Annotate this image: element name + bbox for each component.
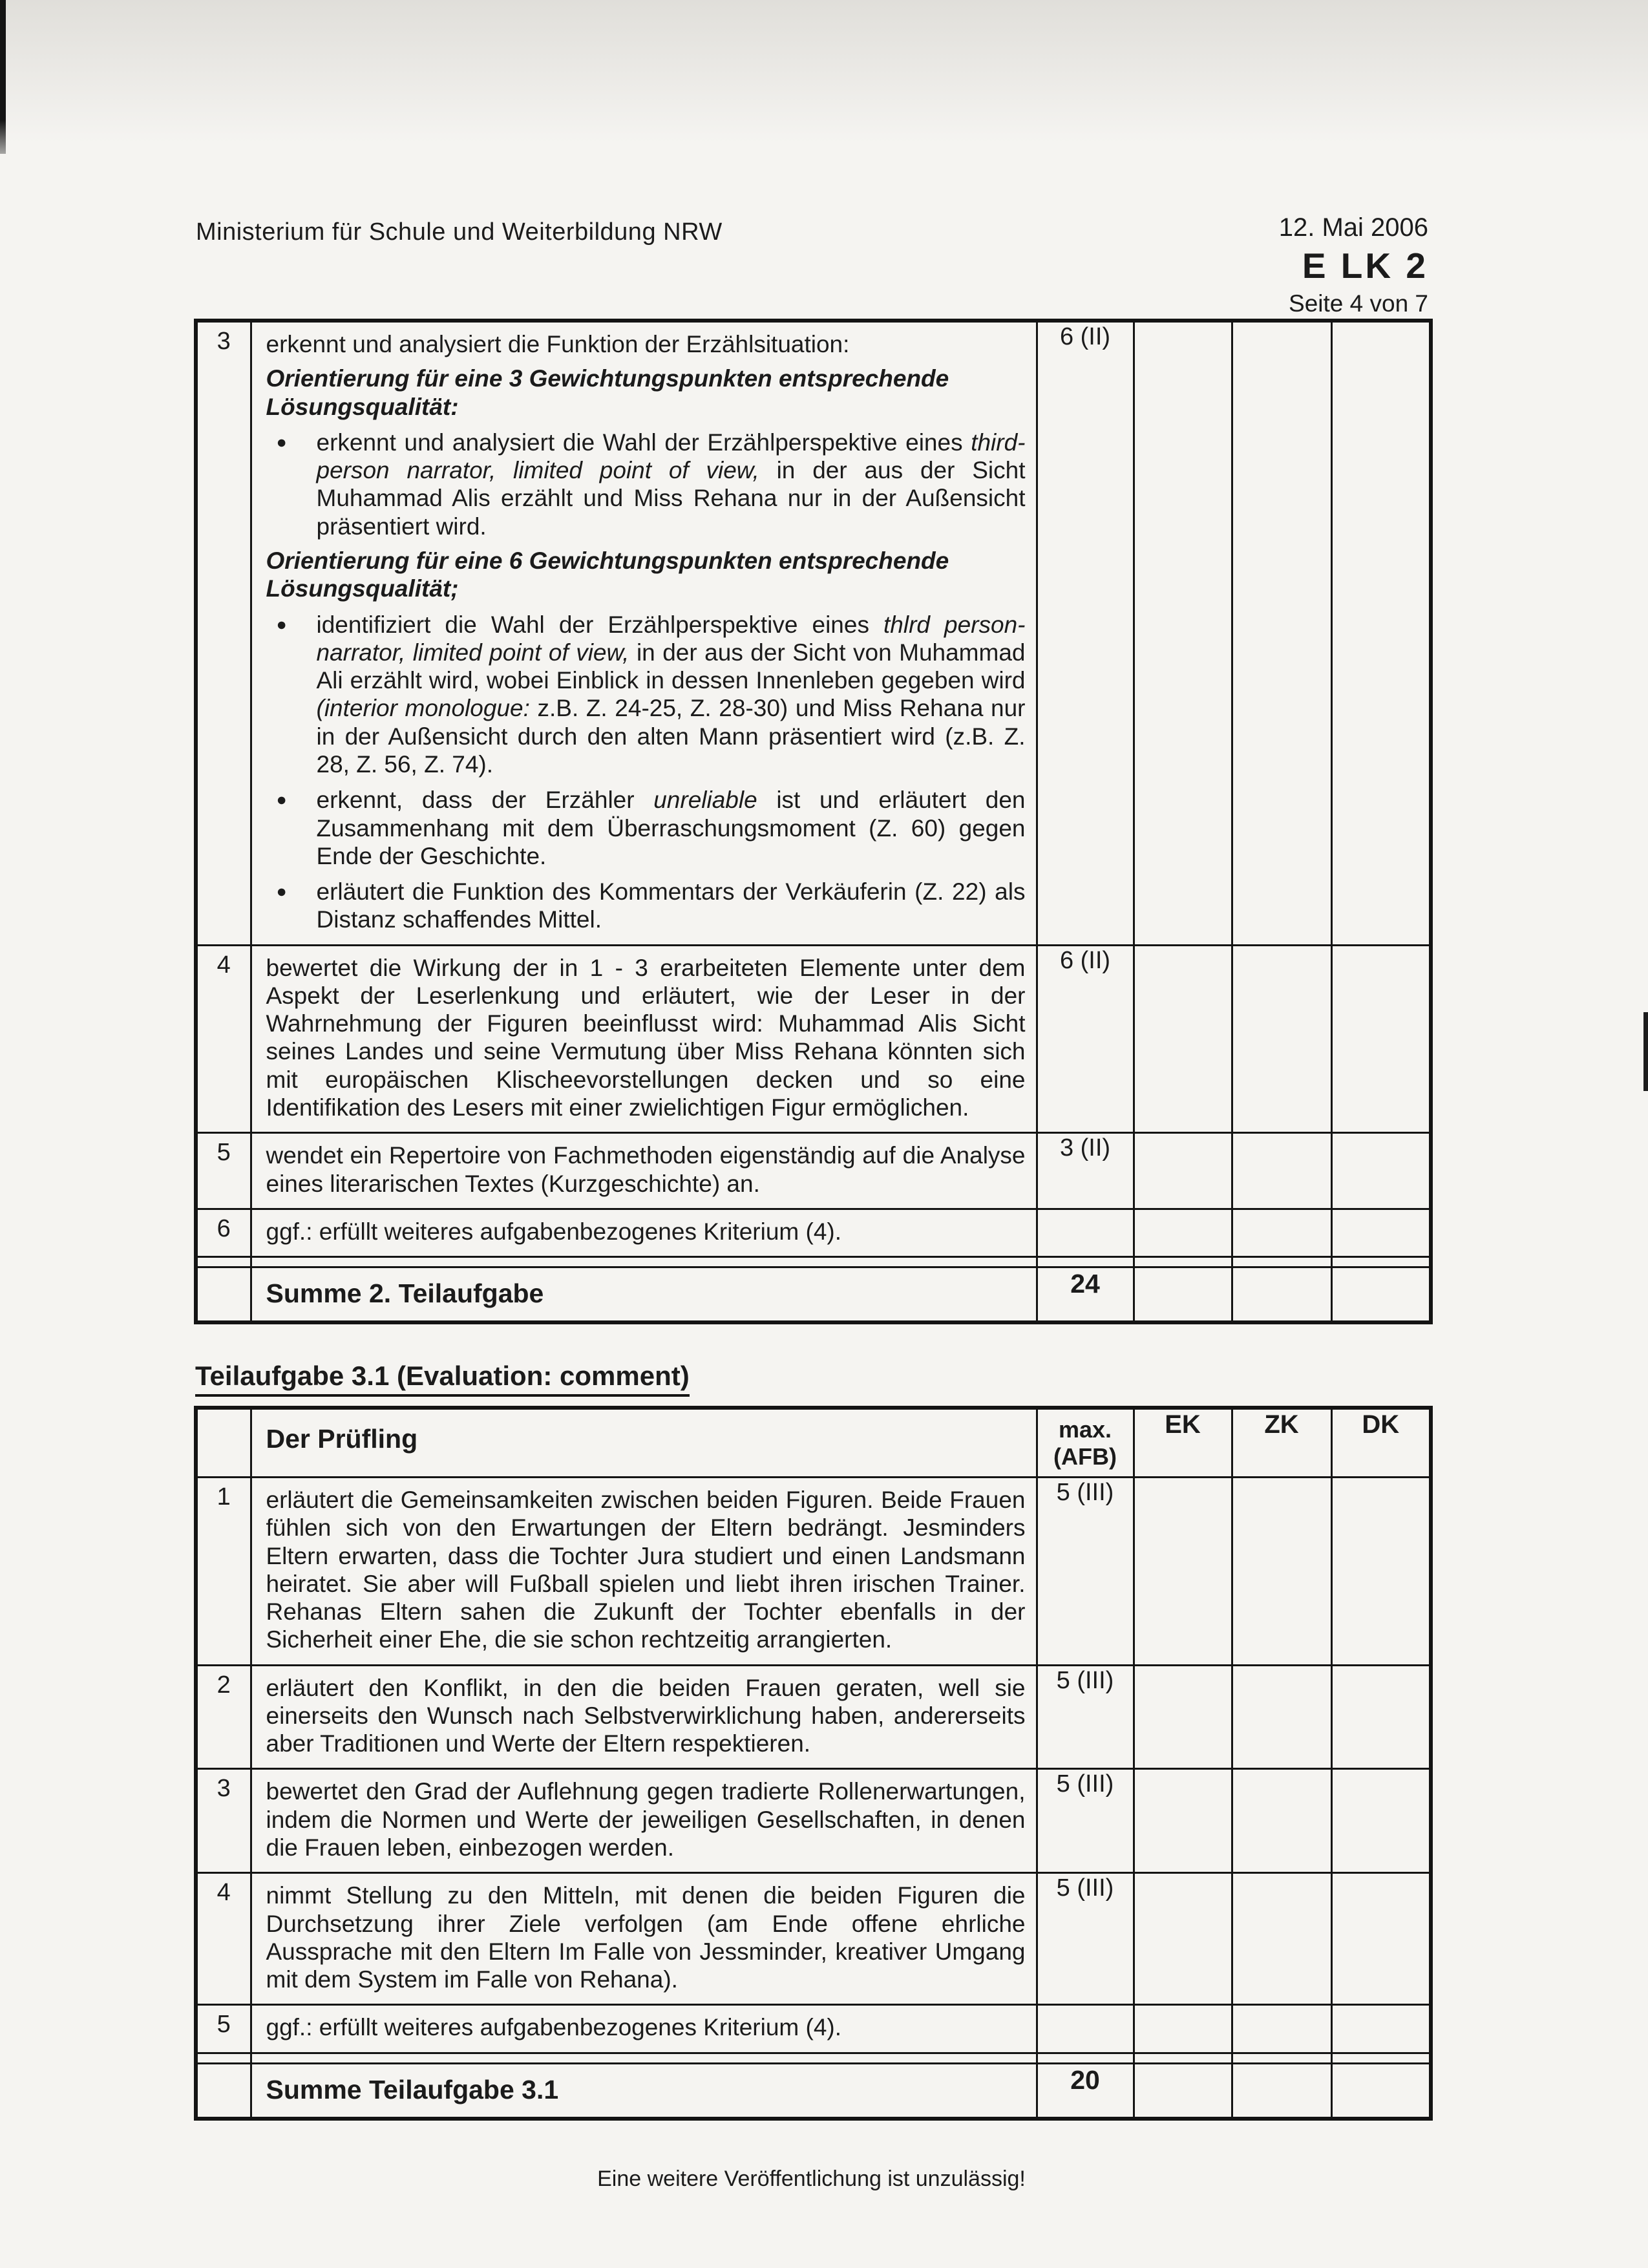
spacer-row: [196, 2053, 1431, 2063]
header-number-cell: [196, 1408, 251, 1477]
criterion-number: 2: [196, 1665, 251, 1769]
criterion-text: [251, 1769, 1037, 1873]
bullet-icon: ●: [276, 790, 287, 810]
dk-score-cell: [1331, 2005, 1431, 2053]
criterion-text: [251, 2005, 1037, 2053]
max-afb-value: 5 (III): [1037, 1873, 1134, 2005]
dk-score-cell: [1331, 1769, 1431, 1873]
zk-score-cell: [1232, 1267, 1331, 1323]
zk-score-cell: [1232, 2005, 1331, 2053]
sum-label: Summe 2. Teilaufgabe: [251, 1267, 1037, 1323]
ek-score-cell: [1134, 1209, 1232, 1256]
rubric-table-teilaufgabe-2: [194, 319, 1433, 1324]
ek-score-cell: [1134, 1665, 1232, 1769]
criterion-text: [251, 945, 1037, 1133]
spacer-row: [196, 1257, 1431, 1267]
max-afb-value: [1037, 2005, 1134, 2053]
sum-row-number-cell: [196, 2063, 251, 2119]
dk-score-cell: [1331, 945, 1431, 1133]
criterion-row: [196, 321, 1431, 945]
criterion-row: [196, 1873, 1431, 2005]
criterion-text: [251, 1133, 1037, 1209]
bullet-text: erläutert die Funktion des Kommentars der Verkäuferin (Z. 22) als Distanz schaffendes Mittel.: [316, 878, 1026, 933]
ek-score-cell: [1134, 1873, 1232, 2005]
column-header-zk: ZK: [1232, 1408, 1331, 1477]
criterion-row: [196, 945, 1431, 1133]
criterion-row: [196, 1477, 1431, 1665]
criterion-row: [196, 1209, 1431, 1256]
max-afb-value: [1037, 1209, 1134, 1256]
criterion-row: [196, 1665, 1431, 1769]
document-header-title: Ministerium für Schule und Weiterbildung NRW: [196, 218, 723, 246]
zk-score-cell: [1232, 1873, 1331, 2005]
page-number: Seite 4 von 7: [1289, 290, 1428, 317]
criterion-paragraph: erläutert die Gemeinsamkeiten zwischen beiden Figuren. Beide Frauen fühlen sich von den Erwartungen der Eltern bedrängt. Jesminders Eltern erwarten, dass die Tochter Jura studiert und einen Landsmann heiratet. Sie aber will Fußball spielen und liebt ihren irischen Trainer. Rehanas Eltern sahen die Zukunft der Tochter ebenfalls in der Sicherheit einer Ehe, die sie schon rechtzeitig arrangierten.: [266, 1486, 1026, 1653]
bullet-icon: ●: [276, 882, 287, 902]
column-header-max-afb: max. (AFB): [1037, 1408, 1134, 1477]
copyright-notice: Eine weitere Veröffentlichung ist unzulässig!: [597, 2167, 1026, 2191]
scan-edge-shading: [0, 0, 1648, 168]
max-afb-value: 3 (II): [1037, 1133, 1134, 1209]
dk-score-cell: [1331, 1873, 1431, 2005]
ek-score-cell: [1134, 2005, 1232, 2053]
criterion-text: [251, 1477, 1037, 1665]
criterion-paragraph: ggf.: erfüllt weiteres aufgabenbezogenes Kriterium (4).: [266, 2014, 842, 2041]
criterion-number: 5: [196, 2005, 251, 2053]
ek-score-cell: [1134, 2063, 1232, 2119]
dk-score-cell: [1331, 1267, 1431, 1323]
sum-max-value: 20: [1037, 2063, 1134, 2119]
sum-max-value: 24: [1037, 1267, 1134, 1323]
ek-score-cell: [1134, 1769, 1232, 1873]
bullet-text: identifiziert die Wahl der Erzählperspektive eines thlrd person-narrator, limited point of view, in der aus der Sicht von Muhammad Ali erzählt wird, wobei Einblick in dessen Innenleben gegeben wird (interior monologue: z.B. Z. 24-25, Z. 28-30) und Miss Rehana nur in der Außensicht durch den alten Mann präsentiert wird (z.B. Z. 28, Z. 56, Z. 74).: [316, 611, 1026, 778]
bullet-text: erkennt, dass der Erzähler unreliable ist und erläutert den Zusammenhang mit dem Überraschungsmoment (Z. 60) gegen Ende der Geschichte.: [316, 787, 1026, 869]
sum-label: Summe Teilaufgabe 3.1: [251, 2063, 1037, 2119]
sum-row: [196, 1267, 1431, 1323]
scan-artifact-left-strip: [0, 0, 6, 154]
criterion-number: 6: [196, 1209, 251, 1256]
bullet-icon: ●: [276, 432, 287, 452]
criterion-number: 4: [196, 945, 251, 1133]
zk-score-cell: [1232, 2063, 1331, 2119]
document-header-meta: [1279, 213, 1428, 317]
max-afb-value: 5 (III): [1037, 1769, 1134, 1873]
dk-score-cell: [1331, 1477, 1431, 1665]
zk-score-cell: [1232, 1209, 1331, 1256]
criterion-number: 5: [196, 1133, 251, 1209]
sum-row: [196, 2063, 1431, 2119]
bullet-item: [266, 611, 1026, 779]
dk-score-cell: [1331, 1133, 1431, 1209]
max-afb-value: 6 (II): [1037, 945, 1134, 1133]
criterion-row: [196, 1133, 1431, 1209]
ek-score-cell: [1134, 945, 1232, 1133]
criterion-number: 4: [196, 1873, 251, 2005]
column-header-dk: DK: [1331, 1408, 1431, 1477]
criterion-number: 3: [196, 1769, 251, 1873]
sum-row-number-cell: [196, 1267, 251, 1323]
rubric-table-teilaufgabe-3-1: [194, 1406, 1433, 2121]
criterion-paragraph: wendet ein Repertoire von Fachmethoden eigenständig auf die Analyse eines literarischen Textes (Kurzgeschichte) an.: [266, 1142, 1026, 1197]
page-content: [194, 319, 1429, 2121]
ek-score-cell: [1134, 1477, 1232, 1665]
ek-score-cell: [1134, 321, 1232, 945]
criterion-text: [251, 1209, 1037, 1256]
exam-code: E LK 2: [1302, 246, 1428, 286]
zk-score-cell: [1232, 1665, 1331, 1769]
criterion-paragraph: nimmt Stellung zu den Mitteln, mit denen die beiden Figuren die Durchsetzung ihrer Ziele verfolgen (am Ende offene ehrliche Aussprache mit den Eltern Im Falle von Jessminder, kreativer Umgang mit dem System im Falle von Rehana).: [266, 1882, 1026, 1993]
column-header-ek: EK: [1134, 1408, 1232, 1477]
column-header-pruefling: Der Prüfling: [251, 1408, 1037, 1477]
max-afb-value: 5 (III): [1037, 1477, 1134, 1665]
ek-score-cell: [1134, 1267, 1232, 1323]
orientation-lead-line: Orientierung für eine 6 Gewichtungspunkten entsprechende Lösungsqualität;: [266, 547, 949, 602]
max-afb-value: 5 (III): [1037, 1665, 1134, 1769]
criterion-text: [251, 1873, 1037, 2005]
zk-score-cell: [1232, 1133, 1331, 1209]
bullet-text: erkennt und analysiert die Wahl der Erzählperspektive eines third-person narrator, limited point of view, in der aus der Sicht Muhammad Alis erzählt und Miss Rehana nur in der Außensicht präsentiert wird.: [316, 429, 1026, 540]
scan-artifact-right-tick: [1643, 1012, 1648, 1091]
max-afb-value: 6 (II): [1037, 321, 1134, 945]
zk-score-cell: [1232, 1769, 1331, 1873]
criterion-number: 1: [196, 1477, 251, 1665]
bullet-item: [266, 429, 1026, 540]
zk-score-cell: [1232, 1477, 1331, 1665]
table-header-row: [196, 1408, 1431, 1477]
criterion-row: [196, 1769, 1431, 1873]
document-date: 12. Mai 2006: [1278, 213, 1428, 242]
dk-score-cell: [1331, 321, 1431, 945]
bullet-item: [266, 786, 1026, 870]
zk-score-cell: [1232, 321, 1331, 945]
criterion-paragraph: erläutert den Konflikt, in den die beiden Frauen geraten, well sie einerseits den Wunsch nach Selbstverwirklichung haben, andererseits aber Traditionen und Werte der Eltern respektieren.: [266, 1674, 1026, 1757]
criterion-paragraph: bewertet den Grad der Auflehnung gegen tradierte Rollenerwartungen, indem die Normen und Werte der jeweiligen Gesellschaften, in denen die Frauen leben, einbezogen werden.: [266, 1778, 1026, 1861]
dk-score-cell: [1331, 2063, 1431, 2119]
bullet-icon: ●: [276, 614, 287, 634]
criterion-paragraph: ggf.: erfüllt weiteres aufgabenbezogenes Kriterium (4).: [266, 1218, 842, 1245]
criterion-text: [251, 1665, 1037, 1769]
bullet-item: [266, 878, 1026, 934]
criterion-row: [196, 2005, 1431, 2053]
criterion-text: [251, 321, 1037, 945]
section-heading: Teilaufgabe 3.1 (Evaluation: comment): [195, 1361, 1429, 1392]
criterion-paragraph: erkennt und analysiert die Funktion der Erzählsituation:: [266, 331, 850, 357]
zk-score-cell: [1232, 945, 1331, 1133]
dk-score-cell: [1331, 1209, 1431, 1256]
criterion-number: 3: [196, 321, 251, 945]
dk-score-cell: [1331, 1665, 1431, 1769]
ek-score-cell: [1134, 1133, 1232, 1209]
orientation-lead-line: Orientierung für eine 3 Gewichtungspunkten entsprechende Lösungsqualität:: [266, 365, 949, 420]
criterion-paragraph: bewertet die Wirkung der in 1 - 3 erarbeiteten Elemente unter dem Aspekt der Leserlenkung und erläutert, wie der Leser in der Wahrnehmung der Figuren beeinflusst wird: Muhammad Alis Sicht seines Landes und seine Vermutung über Miss Rehana könnten sich mit europäischen Klischeevorstellungen decken und so eine Identifikation des Lesers mit einer zwielichtigen Figur ermöglichen.: [266, 954, 1026, 1121]
